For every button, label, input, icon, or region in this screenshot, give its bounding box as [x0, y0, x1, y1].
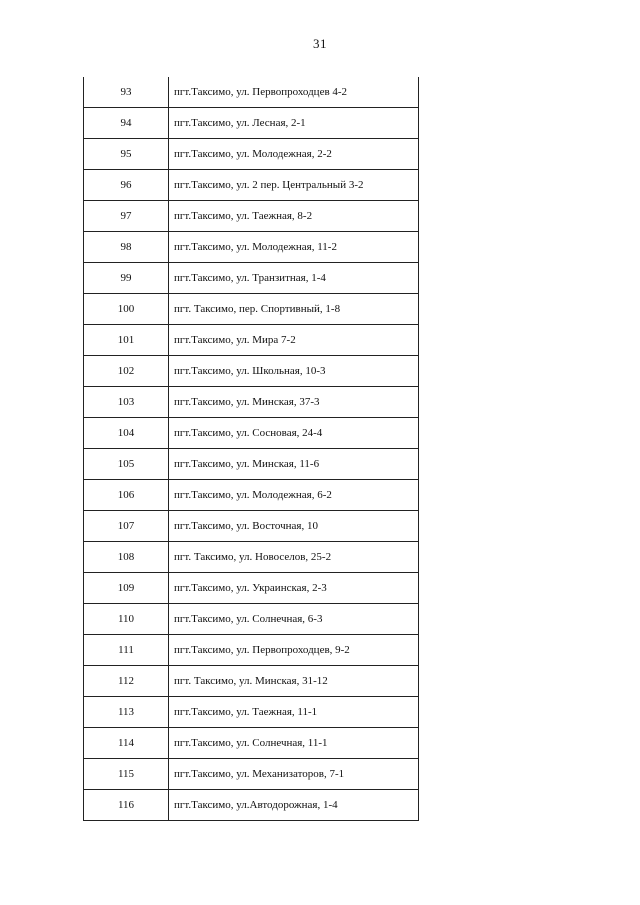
row-number-cell: 110	[84, 604, 169, 635]
row-number-cell: 95	[84, 139, 169, 170]
page-number: 31	[313, 36, 327, 51]
table-row	[84, 449, 419, 480]
table-row	[84, 201, 419, 232]
row-number-cell: 94	[84, 108, 169, 139]
address-cell: пгт.Таксимо, ул. Молодежная, 6-2	[169, 480, 419, 511]
row-number-cell: 115	[84, 759, 169, 790]
address-cell: пгт.Таксимо, ул. Таежная, 8-2	[169, 201, 419, 232]
table-row	[84, 573, 419, 604]
table-row	[84, 139, 419, 170]
row-number-cell: 104	[84, 418, 169, 449]
address-cell: пгт.Таксимо, ул. Транзитная, 1-4	[169, 263, 419, 294]
address-cell: пгт.Таксимо, ул. Молодежная, 2-2	[169, 139, 419, 170]
table-row	[84, 325, 419, 356]
row-number-cell: 96	[84, 170, 169, 201]
address-cell: пгт.Таксимо, ул. Восточная, 10	[169, 511, 419, 542]
address-cell: пгт.Таксимо, ул. Солнечная, 6-3	[169, 604, 419, 635]
table-row	[84, 480, 419, 511]
row-number-cell: 112	[84, 666, 169, 697]
row-number-cell: 93	[84, 77, 169, 108]
row-number-cell: 97	[84, 201, 169, 232]
address-cell: пгт.Таксимо, ул. Минская, 11-6	[169, 449, 419, 480]
address-table-body	[84, 77, 419, 821]
table-row	[84, 356, 419, 387]
address-cell: пгт.Таксимо, ул. Солнечная, 11-1	[169, 728, 419, 759]
row-number-cell: 105	[84, 449, 169, 480]
address-cell: пгт.Таксимо, ул. Первопроходцев 4-2	[169, 77, 419, 108]
row-number-cell: 99	[84, 263, 169, 294]
address-cell: пгт. Таксимо, ул. Минская, 31-12	[169, 666, 419, 697]
address-cell: пгт.Таксимо, ул. Сосновая, 24-4	[169, 418, 419, 449]
table-row	[84, 108, 419, 139]
row-number-cell: 106	[84, 480, 169, 511]
address-cell: пгт.Таксимо, ул. Мира 7-2	[169, 325, 419, 356]
table-row	[84, 728, 419, 759]
table-row	[84, 759, 419, 790]
table-row	[84, 418, 419, 449]
table-row	[84, 387, 419, 418]
table-row	[84, 294, 419, 325]
address-cell: пгт.Таксимо, ул. 2 пер. Центральный 3-2	[169, 170, 419, 201]
row-number-cell: 102	[84, 356, 169, 387]
row-number-cell: 114	[84, 728, 169, 759]
address-cell: пгт.Таксимо, ул. Школьная, 10-3	[169, 356, 419, 387]
address-table	[83, 77, 419, 821]
address-cell: пгт. Таксимо, ул. Новоселов, 25-2	[169, 542, 419, 573]
address-cell: пгт. Таксимо, пер. Спортивный, 1-8	[169, 294, 419, 325]
table-row	[84, 635, 419, 666]
row-number-cell: 109	[84, 573, 169, 604]
row-number-cell: 113	[84, 697, 169, 728]
table-row	[84, 542, 419, 573]
row-number-cell: 107	[84, 511, 169, 542]
address-cell: пгт.Таксимо, ул. Таежная, 11-1	[169, 697, 419, 728]
address-cell: пгт.Таксимо, ул. Украинская, 2-3	[169, 573, 419, 604]
row-number-cell: 111	[84, 635, 169, 666]
row-number-cell: 116	[84, 790, 169, 821]
table-row	[84, 232, 419, 263]
address-cell: пгт.Таксимо, ул. Лесная, 2-1	[169, 108, 419, 139]
table-row	[84, 263, 419, 294]
table-row	[84, 666, 419, 697]
address-cell: пгт.Таксимо, ул.Автодорожная, 1-4	[169, 790, 419, 821]
row-number-cell: 98	[84, 232, 169, 263]
address-cell: пгт.Таксимо, ул. Молодежная, 11-2	[169, 232, 419, 263]
address-cell: пгт.Таксимо, ул. Первопроходцев, 9-2	[169, 635, 419, 666]
table-row	[84, 790, 419, 821]
table-row	[84, 697, 419, 728]
table-row	[84, 77, 419, 108]
row-number-cell: 108	[84, 542, 169, 573]
table-row	[84, 604, 419, 635]
table-row	[84, 511, 419, 542]
address-cell: пгт.Таксимо, ул. Минская, 37-3	[169, 387, 419, 418]
row-number-cell: 101	[84, 325, 169, 356]
row-number-cell: 100	[84, 294, 169, 325]
row-number-cell: 103	[84, 387, 169, 418]
address-cell: пгт.Таксимо, ул. Механизаторов, 7-1	[169, 759, 419, 790]
table-row	[84, 170, 419, 201]
